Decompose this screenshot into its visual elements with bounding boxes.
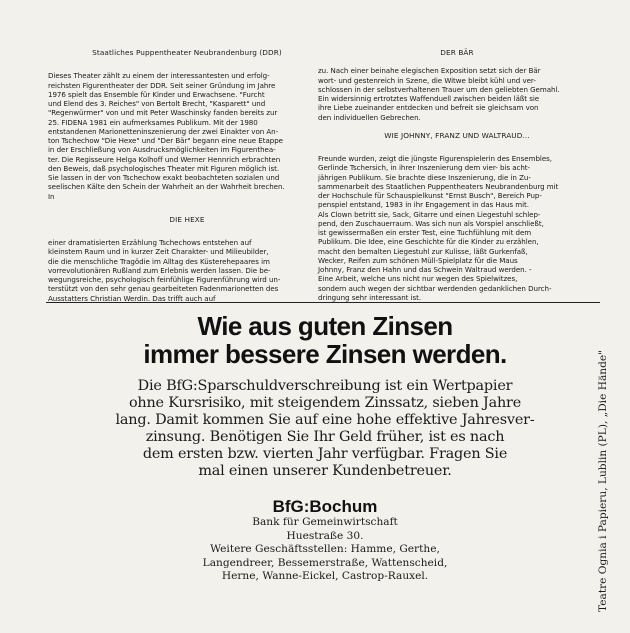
text-line: kleinstem Raum und in kurzer Zeit Charakter- und Milieubilder, [48,247,269,257]
text-line: seelischen Kälte den Schein der Wahrheit an der Wahrheit brechen. [48,182,285,192]
text-line: dringung sehr interessant ist. [318,292,422,302]
text-line: wegungsreiche, psychologisch feinfühlige Figurenführung wird un- [48,275,281,284]
ad-body-line: zinsung. Benötigen Sie Ihr Geld früher, ist es nach [145,429,505,445]
section-header-left: Staatliches Puppentheater Neubrandenburg (DDR) [92,48,282,57]
text-line: wort- und gestenreich in Szene, die Witwe bleibt kühl und ver- [318,75,536,85]
text-line: Sie lassen in der von Tschechow exakt beobachteten sozialen und [48,173,280,182]
ad-body-line: mal einen unserer Kundenbetreuer. [198,463,452,479]
text-line: pend, den Zuschauerraum. Was sich nun als Vorspiel anschließt, [318,218,544,228]
ad-body-line: Die BfG:Sparschuldverschreibung ist ein Wertpapier [137,378,513,394]
text-line: sammenarbeit des Staatlichen Puppentheaters Neubrandenburg mit [318,181,559,191]
address-line: Huestraße 30. [286,529,364,542]
address-line: Langendreer, Bessemerstraße, Wattenscheid, [202,556,448,569]
text-line: schlossen in der selbstverhaltenen Trauer um den geliebten Gemahl. [318,84,560,94]
text-line: und Elend des 3. Reiches" von Bertolt Brecht, "Kasparett" und [48,99,266,108]
text-line: jährigen Publikum. Sie brachte diese Inszenierung, die in Zu- [318,172,531,182]
text-line: die die menschliche Tragödie im Alltag des Küsterehepaares im [48,256,270,266]
text-line: sondern auch wegen der sichtbar werdenden gedanklichen Durch- [318,283,552,293]
text-line: In [48,191,55,201]
text-line: reichsten Figurentheater der DDR. Seit seiner Gründung im Jahre [48,80,276,90]
text-line: Gerlinde Tschersich, in ihrer Inszenierung dem vier- bis acht- [318,163,531,173]
text-line: 25. FIDENA 1981 ein aufmerksames Publikum. Mit der 1980 [48,117,258,127]
text-line: Ein widersinnig ertrotztes Waffenduell zwischen beiden läßt sie [318,94,540,103]
photo-caption-vertical: Teatre Ognia i Papieru, Lublin (PL), „Die Hände" [597,349,609,612]
ad-body-line: lang. Damit kommen Sie auf eine hohe effektive Jahresver- [115,412,535,428]
ad-headline-line: Wie aus guten Zinsen [197,311,453,341]
section-header-right: DER BÄR [440,48,474,57]
subhead-die-hexe: DIE HEXE [169,214,205,224]
text-line: Wecker, Reifen zum schönen Müll-Spielplatz für die Maus [318,255,518,265]
text-line: entstandenen Marionetteninszenierung der zwei Einakter von An- [48,126,279,136]
bank-address [48,516,602,584]
address-line: Weitere Geschäftsstellen: Hamme, Gerthe, [210,543,440,555]
article-column-left [48,48,326,303]
text-line: ist gewissermaßen ein erster Test, eine Tuchfühlung mit dem [318,228,532,237]
paragraph-2-left [48,238,326,303]
text-line: ter. Die Regisseure Helga Kolhoff und Werner Hennrich erbrachten [48,154,281,164]
text-line: Freunde wurden, zeigt die jüngste Figurenspielerin des Ensembles, [318,154,552,163]
text-line: Ausstatters Christian Werdin. Das trifft auch auf [48,293,216,303]
paragraph-1-left [48,71,326,201]
text-line: Dieses Theater zählt zu einem der interessantesten und erfolg- [48,71,270,81]
ad-headline-line: immer bessere Zinsen werden. [143,339,507,369]
text-line: den Beweis, daß psychologisches Theater mit Figuren möglich ist. [48,163,280,173]
text-line: Johnny, Franz den Hahn und das Schwein Waltraud werden. - [318,265,532,274]
text-line: zu. Nach einer beinahe elegischen Exposition setzt sich der Bär [318,66,541,76]
ad-headline [48,312,602,368]
paragraph-2-right [318,154,596,302]
text-line: der Hochschule für Schauspielkunst "Ernst Busch", Bereich Pup- [318,191,542,200]
text-line: vorrevolutionären Rußland zum Erlebnis werden lassen. Die be- [48,265,271,275]
text-line: Eine Arbeit, welche uns nicht nur wegen des Spielwitzes, [318,274,518,284]
ad-body-text [62,378,588,480]
text-line: terstützt von den sehr genau gearbeiteten Fadenmarionetten des [48,284,279,294]
text-line: einer dramatisierten Erzählung Tschechows entstehen auf [48,238,252,247]
text-line: macht den bemalten Liegestuhl zur Kulisse, läßt Gurkenfaß, [318,246,528,256]
text-line: ihre Liebe zueinander entdecken und befreit sie gleichsam von [318,103,539,113]
text-line: Als Clown betritt sie, Sack, Gitarre und einen Liegestuhl schlep- [318,209,541,219]
ad-divider-rule [46,302,600,303]
subhead-wie-johnny: WIE JOHNNY, FRANZ UND WALTRAUD... [384,130,530,140]
text-line: den individuellen Gebrechen. [318,112,421,122]
text-line: ton Tschechow "Die Hexe" und "Der Bär" begann eine neue Etappe [48,136,283,145]
text-line: Publikum. Die Idee, eine Geschichte für die Kinder zu erzählen, [318,237,539,247]
text-line: in der Erschließung von Ausdrucksmöglichkeiten im Figurenthea- [48,145,276,155]
address-line: Herne, Wanne-Eickel, Castrop-Rauxel. [221,570,429,582]
text-line: "Regenwürmer" von und mit Peter Waschinsky fanden bereits zur [48,108,278,118]
text-line: 1976 spielt das Ensemble für Kinder und Erwachsene. "Furcht [48,89,265,99]
article-column-right [318,48,596,302]
bank-logo: BfG:Bochum [272,497,378,516]
ad-body-line: ohne Kursrisiko, mit steigendem Zinssatz, sieben Jahre [128,395,522,411]
address-line: Bank für Gemeinwirtschaft [252,516,398,528]
text-line: penspiel entstand, 1983 in ihr Engagement in das Haus mit. [318,200,529,210]
ad-body-line: dem ersten bzw. vierten Jahr verfügbar. Fragen Sie [142,446,508,462]
paragraph-1-right [318,66,596,122]
